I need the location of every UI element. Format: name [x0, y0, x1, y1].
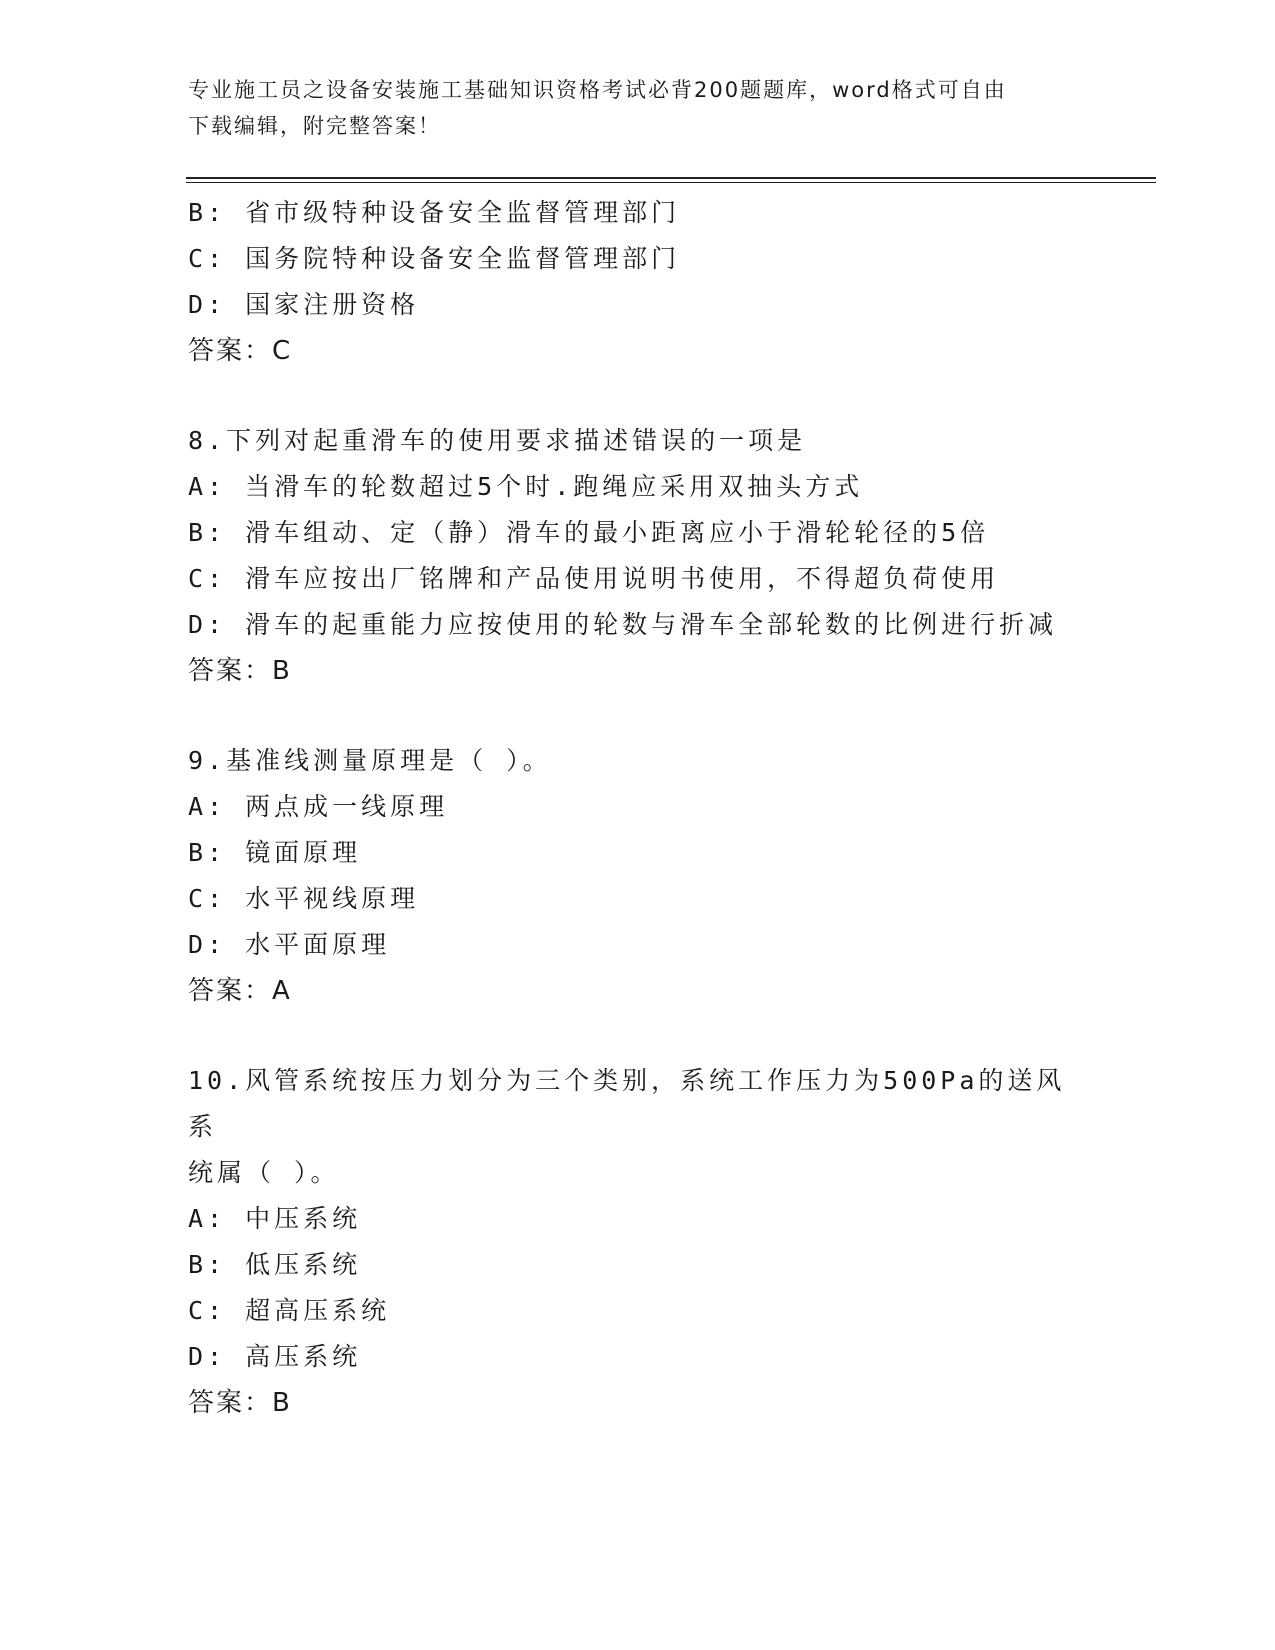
option-d: D: 高压系统 — [188, 1342, 362, 1371]
answer-label: 答案：A — [188, 976, 292, 1006]
question-title: 8.下列对起重滑车的使用要求描述错误的一项是 — [188, 426, 807, 455]
question-title: 9.基准线测量原理是（ ）。 — [188, 746, 552, 775]
spacer — [188, 1014, 1088, 1058]
document-header — [188, 72, 1088, 144]
option-b: B: 滑车组动、定（静）滑车的最小距离应小于滑轮轮径的5倍 — [188, 518, 990, 547]
option-a: A: 中压系统 — [188, 1204, 362, 1233]
spacer — [188, 374, 1088, 418]
header-line-1: 专业施工员之设备安装施工基础知识资格考试必背200题题库，word格式可自由 — [188, 78, 1007, 102]
option-b: B: 镜面原理 — [188, 838, 362, 867]
option-b: B: 低压系统 — [188, 1250, 362, 1279]
answer-label: 答案：C — [188, 336, 293, 366]
question-title-line-2: 统属（ ）。 — [188, 1158, 340, 1187]
header-divider-thick — [186, 177, 1156, 179]
option-c: C: 水平视线原理 — [188, 884, 420, 913]
option-d: D: 水平面原理 — [188, 930, 391, 959]
question-block-8 — [188, 418, 1088, 694]
option-b: B: 省市级特种设备安全监督管理部门 — [188, 198, 681, 227]
option-c: C: 滑车应按出厂铭牌和产品使用说明书使用，不得超负荷使用 — [188, 564, 1000, 593]
question-title-line-1: 10.风管系统按压力划分为三个类别，系统工作压力为500Pa的送风系 — [188, 1066, 1066, 1141]
question-block-prev — [188, 190, 1088, 374]
option-d: D: 滑车的起重能力应按使用的轮数与滑车全部轮数的比例进行折减 — [188, 610, 1058, 639]
answer-label: 答案：B — [188, 1388, 292, 1418]
option-a: A: 当滑车的轮数超过5个时.跑绳应采用双抽头方式 — [188, 472, 864, 501]
option-a: A: 两点成一线原理 — [188, 792, 449, 821]
question-block-10 — [188, 1058, 1088, 1426]
question-list — [188, 190, 1088, 1426]
option-c: C: 国务院特种设备安全监督管理部门 — [188, 244, 681, 273]
option-c: C: 超高压系统 — [188, 1296, 391, 1325]
answer-label: 答案：B — [188, 656, 292, 686]
spacer — [188, 694, 1088, 738]
header-line-2: 下载编辑，附完整答案！ — [188, 114, 441, 138]
question-block-9 — [188, 738, 1088, 1014]
option-d: D: 国家注册资格 — [188, 290, 420, 319]
header-divider-thin — [186, 182, 1156, 183]
